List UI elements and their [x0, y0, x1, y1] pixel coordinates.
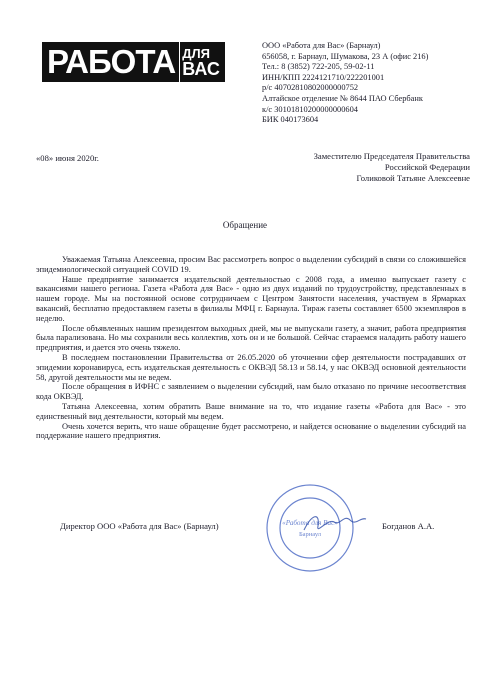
- company-bank: Алтайское отделение № 8644 ПАО Сбербанк: [262, 93, 423, 103]
- paragraph: После объявленных нашим президентом выходных дней, мы не выпускали газету, а значит, работа предприятия была парализована. Но мы сохранили весь коллектив, хоть он и не большой. Сейчас стараемся наладить работу нашего предприятия, и дается это очень тяжело.: [36, 323, 466, 353]
- company-phone: Тел.: 8 (3852) 722-205, 59-02-11: [262, 62, 375, 72]
- paragraph: В последнем постановлении Правительства от 26.05.2020 об уточнении сфер деятельности пострадавших от эпидемии коронавируса, есть издательская деятельность с ОКВЭД 58.13 и 58.14, у нас ОКВЭД основной деятельности 58, другой деятельности мы не ведем.: [36, 352, 466, 382]
- stamp-center-text: «Работа для Вас»: [282, 519, 338, 527]
- paragraph: После обращения в ИФНС с заявлением о выделении субсидий, нам было отказано по причине несоответствия кода ОКВЭД.: [36, 382, 466, 402]
- signatory-title: Директор ООО «Работа для Вас» (Барнаул): [60, 521, 219, 531]
- paragraph: Очень хочется верить, что наше обращение будет рассмотрено, и найдется основание о выделении субсидий на поддержание нашего предприятия.: [36, 421, 466, 441]
- letter-date: «08» июня 2020г.: [36, 153, 99, 163]
- handwritten-signature: [300, 508, 370, 543]
- signatory-name: Богданов А.А.: [382, 521, 435, 531]
- letter-heading: Обращение: [222, 220, 268, 230]
- recipient-line: Голиковой Татьяне Алексеевне: [356, 173, 470, 183]
- logo-big-text: ВАС: [182, 58, 220, 79]
- company-name: ООО «Работа для Вас» (Барнаул): [262, 41, 381, 50]
- recipient-line: Российской Федерации: [384, 162, 470, 172]
- paragraph: Наше предприятие занимается издательской деятельностью с 2008 года, а именно выпускает газету с вакансиями нашего региона. Газета «Работа для Вас» - одно из двух изданий по трудоустройству, представленных в нашем городе. Мы на постоянной основе сотрудничаем с Центром Занятости населения, участвуем в Ярмарках вакансий, бесплатно предоставляем газеты в филиалы МФЦ г. Барнаула. Тираж газеты составляет 6500 экземпляров в неделю.: [36, 274, 466, 323]
- company-address: 656058, г. Барнаул, Шумакова, 23 А (офис 216): [262, 51, 429, 61]
- paragraph: Татьяна Алексеевна, хотим обратить Ваше внимание на то, что издание газеты «Работа для Вас» - это единственный вид деятельности, который мы ведем.: [36, 401, 466, 421]
- company-logo: [42, 42, 225, 82]
- paragraph: Уважаемая Татьяна Алексеевна, просим Вас рассмотреть вопрос о выделении субсидий в связи со сложившейся эпидемиологической ситуацией COVID 19.: [36, 255, 466, 274]
- company-inn: ИНН/КПП 2224121710/222201001: [262, 72, 385, 82]
- stamp-city-text: Барнаул: [298, 531, 322, 538]
- company-details: [262, 41, 482, 126]
- logo-side: [180, 42, 225, 82]
- company-corr-account: к/с 30101810200000000604: [262, 104, 358, 114]
- logo-main-text: РАБОТА: [42, 42, 179, 82]
- logo-small-text: ДЛЯ: [182, 45, 210, 61]
- letter-body: [36, 255, 466, 441]
- recipient-block: [280, 151, 470, 184]
- company-account: р/с 40702810802000000752: [262, 83, 359, 93]
- recipient-line: Заместителю Председателя Правительства: [313, 151, 470, 161]
- company-bik: БИК 040173604: [262, 115, 319, 125]
